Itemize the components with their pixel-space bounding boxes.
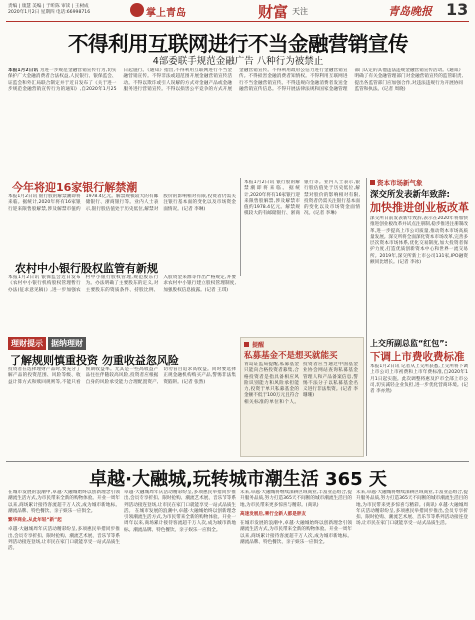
article5-headline: 私募基金不是想买就能买 <box>244 351 338 361</box>
masthead-meta-1: 责编 | 康慧 美编 | 于昕陈 审读 | 王树成 <box>8 4 89 9</box>
feature-col-3 <box>240 490 352 618</box>
article-continued-body: 本报1月2日讯 银行股的解禁潮即将来临。据统计,2020年将有16家银行迎来限售股解禁,涉及解禁市值约1978.4亿元。解禁规模较大的有邮储银行、浙商银行等。业内人士表示,银行股估值处于历史低位,解禁对股价的影响相对有限,投资者仍需关注银行基本面的变化以及市场资金面情况。(记者 李琳) <box>244 180 360 217</box>
right-header-label: 资本市场新气象 <box>377 179 423 187</box>
main-subheadline: 4部委联手规范金融广告 八种行为被禁止 <box>152 56 324 67</box>
right-column-divider <box>366 178 367 456</box>
section-sub: 天注 <box>292 7 308 16</box>
paper-name: 青岛晚报 <box>388 5 432 18</box>
feature-text-b: 卓越·大融城周年庆活动精彩纷呈,多项惠民举措同步推出,会员专享折扣、限时抢购、潮流艺术展、音乐节等系列活动接连登场,让市民在家门口就能享受一站式品质生活。 <box>8 527 120 552</box>
article3-body: 本报1月2日讯 银保监会近日发布《农村中小银行机构股权管理暂行办法(征求意见稿)》,进一步加强农村中小银行股权管理,规范股东行为。办法明确了主要股东的定义,对主要股东的资质条件、持股比例、入股资金来源等作出严格规定,并要求农村中小银行建立股权管理制度,加强股权信息披露。(记者 王琪) <box>8 275 236 293</box>
article2-headline: 今年将迎16家银行解禁潮 <box>12 181 138 194</box>
article3-headline: 农村中小银行股权监管有新规 <box>15 262 158 275</box>
app-logo-icon <box>130 3 144 17</box>
article4-tag <box>8 337 86 350</box>
feature-rule <box>6 461 469 462</box>
right-subheadline: 下调上市费收费标准 <box>370 351 465 363</box>
feature-col-2 <box>124 490 236 618</box>
right-headline-1: 深交所发表新年致辞: <box>370 190 450 200</box>
article5-body: 青岛证监局提醒,私募基金只能向合格投资者募集,合格投资者是指具备相应风险识别能力和风险承担能力,投资于单只私募基金的金额不低于100万元且符合相关标准的单位和个人。投资者应当通过中国基金业协会网站查询私募基金管理人和产品备案信息,警惕不法分子以私募基金名义进行非法集资。(记者 李珊珊) <box>244 362 358 405</box>
masthead-rule <box>6 21 469 22</box>
feature-text-b2: 卓越·大融城周年庆活动精彩纷呈,多项惠民举措同步推出,会员专享折扣、限时抢购、潮流艺术展、音乐节等系列活动接连登场,让市民在家门口就能享受一站式品质生活。 <box>124 490 236 514</box>
square-bullet-icon <box>244 342 249 347</box>
feature-headline: 卓越·大融城,玩转城市潮生活 365 天 <box>89 469 387 490</box>
feature-text-a: 在城市发展的浪潮中,卓越·大融城始终以创新理念引领潮流生活方式,为市民带来全新的购物体验。开业一周年以来,商场累计接待客流超千万人次,成为城市新地标。潮流品牌、特色餐饮、亲子娱乐一应俱全。 <box>8 490 120 514</box>
article5-tag-row <box>244 340 264 349</box>
feature-col-1 <box>8 490 120 618</box>
square-bullet-icon <box>370 180 375 185</box>
article4-tag-1: 理财提示 <box>8 337 46 350</box>
right-header <box>370 178 423 187</box>
lead-text: 为进一步规范金融营销宣传行为,切实保护广大金融消费者合法权益,人民银行、银保监会、证监会和外汇局联合制定并于近日发布了《关于进一步规范金融营销宣传行为的通知》,自2020年1月25日起施行。《通知》指出,不得利用互联网进行不当金融营销宣传。不得非法或超范围开展金融营销宣传活动。不得以欺诈或引人误解的方式对金融产品或金融服务进行营销宣传。不得以损害公平竞争的方式开展金融营销宣传。不得利用政府公信力进行金融营销宣传。不得损害金融消费者知情权。不得利用互联网进行不当金融营销宣传。不得违规向金融消费者发送金融营销宣传信息。不得开展法律法规和国家金融管理部门认定的其他违法违规金融营销宣传活动。《通知》明确了有关金融管理部门对金融营销宣传的监管职责,提出各监管部门应加强合作,对违法违规行为开展协同监管和执法。(记者 周晓) <box>8 68 463 92</box>
right-body-2: 本报1月2日讯 记者从上交所获悉,上交所将下调上市公司上市初费和上市年费标准,自2020年1月1日起实施。此次调整将惠及沪市全部上市公司,切实减轻企业负担,进一步优化营商环境。(记者 李亦然) <box>370 364 468 395</box>
article4-headline: 了解规则慎重投资 勿重收益忽风险 <box>10 354 179 367</box>
article2-body: 本报1月2日讯 银行股的解禁潮即将来临。据统计,2020年将有16家银行迎来限售股解禁,涉及解禁市值约1978.4亿元。解禁规模较大的有邮储银行、浙商银行等。业内人士表示,银行股估值处于历史低位,解禁对股价的影响相对有限,投资者仍需关注银行基本面的变化以及市场资金面情况。(记者 李琳) <box>8 194 236 212</box>
lead-byline: 本报1月2日讯 <box>8 68 39 73</box>
right-subhead: 上交所副总监“红包”: <box>370 339 448 348</box>
right-headline-2: 加快推进创业板改革 <box>370 201 469 214</box>
feature-text-b3: 卓越·大融城周年庆活动精彩纷呈,多项惠民举措同步推出,会员专享折扣、限时抢购、潮流艺术展、音乐节等系列活动接连登场,让市民在家门口就能享受一站式品质生活。 <box>356 502 468 527</box>
feature-text-c: 未来,卓越·大融城将继续深耕区域商业,丰富业态组合,提升服务品质,努力打造365天不间断的城市潮流生活目的地,为市民带来更多惊喜与精彩。(商讯) <box>240 490 352 508</box>
main-headline: 不得利用互联网进行不当金融营销宣传 <box>68 32 408 56</box>
app-logo-text: 掌上青岛 <box>146 8 186 19</box>
article4-tag-2: 据纳理财 <box>48 337 86 350</box>
right-body: 深交所日前发表新年致辞,表示在2020年将加快推进创业板改革并试点注册制,稳步推进注册制改革,进一步提高上市公司质量,推动资本市场高质量发展。深交所将全面深化资本市场改革,完善多层次资本市场体系,优化交易制度,加大投资者保护力度,打造优质创新资本中心和世界一流交易所。2019年,深交所新上市公司131家,IPO融资额同比增长。(记者 李冰) <box>370 216 468 266</box>
feature-text-c2: 未来,卓越·大融城将继续深耕区域商业,丰富业态组合,提升服务品质,努力打造365天不间断的城市潮流生活目的地,为市民带来更多惊喜与精彩。(商讯) <box>356 490 468 508</box>
section-label: 财富 <box>258 3 289 21</box>
feature-text-a2: 在城市发展的浪潮中,卓越·大融城始终以创新理念引领潮流生活方式,为市民带来全新的购物体验。开业一周年以来,商场累计接待客流超千万人次,成为城市新地标。潮流品牌、特色餐饮、亲子娱乐一应俱全。 <box>124 508 236 533</box>
article4-body: 投资者在选择理财产品时,要充分了解产品的投资范围、风险等级、收益计算方式和赎回规则等,不能只看预期收益率。尤其是一些高收益产品往往伴随较高风险,投资者应根据自身的风险承受能力合理配置资产,切勿盲目追求高收益。同时要选择正规金融机构购买产品,警惕非法集资陷阱。(记者 张然) <box>8 367 236 385</box>
feature-subhead-2: 高速发展后,乘行全新人都是胖友 <box>240 511 307 517</box>
feature-subhead-1: 繁华商业,从此年轻“新”起 <box>8 518 62 524</box>
column-divider <box>240 178 241 276</box>
article5-tag: 提醒 <box>252 342 265 349</box>
masthead-meta-2: 2020年1月2日 星期四 电话:66998716 <box>8 10 91 15</box>
feature-col-4 <box>356 490 468 618</box>
feature-text-a3: 在城市发展的浪潮中,卓越·大融城始终以创新理念引领潮流生活方式,为市民带来全新的购物体验。开业一周年以来,商场累计接待客流超千万人次,成为城市新地标。潮流品牌、特色餐饮、亲子娱乐一应俱全。 <box>240 521 352 546</box>
lead-article-body <box>8 68 463 173</box>
page-number: 13 <box>446 0 469 19</box>
